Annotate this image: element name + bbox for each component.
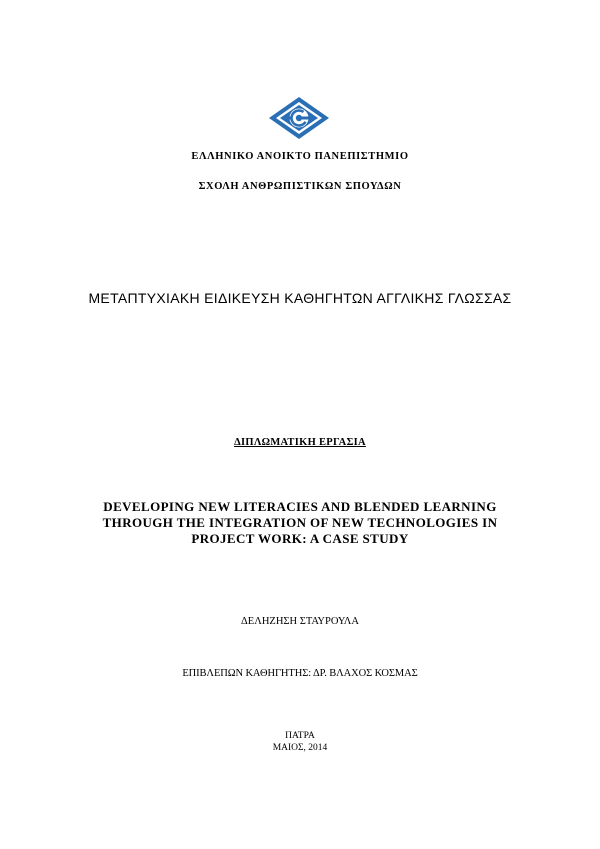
date: ΜΑΙΟΣ, 2014 [272, 743, 328, 753]
program-name: ΜΕΤΑΠΤΥΧΙΑΚΗ ΕΙΔΙΚΕΥΣΗ ΚΑΘΗΓΗΤΩΝ ΑΓΓΛΙΚΗΣ ΓΛΩΣΣΑΣ [88, 290, 512, 306]
document-type: ΔΙΠΛΩΜΑΤΙΚΗ ΕΡΓΑΣΙΑ [234, 437, 366, 448]
supervisor-line: ΕΠΙΒΛΕΠΩΝ ΚΑΘΗΓΗΤΗΣ: ΔΡ. ΒΛΑΧΟΣ ΚΟΣΜΑΣ [182, 668, 418, 679]
school-name: ΣΧΟΛΗ ΑΝΘΡΩΠΙΣΤΙΚΩΝ ΣΠΟΥΔΩΝ [198, 181, 402, 192]
city: ΠΑΤΡΑ [285, 731, 315, 741]
university-name: ΕΛΛΗΝΙΚΟ ΑΝΟΙΚΤΟ ΠΑΝΕΠΙΣΤΗΜΙΟ [191, 151, 409, 162]
university-emblem-icon [268, 96, 330, 140]
author-name: ΔΕΛΗΖΗΣΗ ΣΤΑΥΡΟΥΛΑ [241, 616, 359, 627]
thesis-title: DEVELOPING NEW LITERACIES AND BLENDED LEARNING THROUGH THE INTEGRATION OF NEW TECHNOLOGIES IN PROJECT WORK: A CASE STUDY [102, 499, 498, 546]
